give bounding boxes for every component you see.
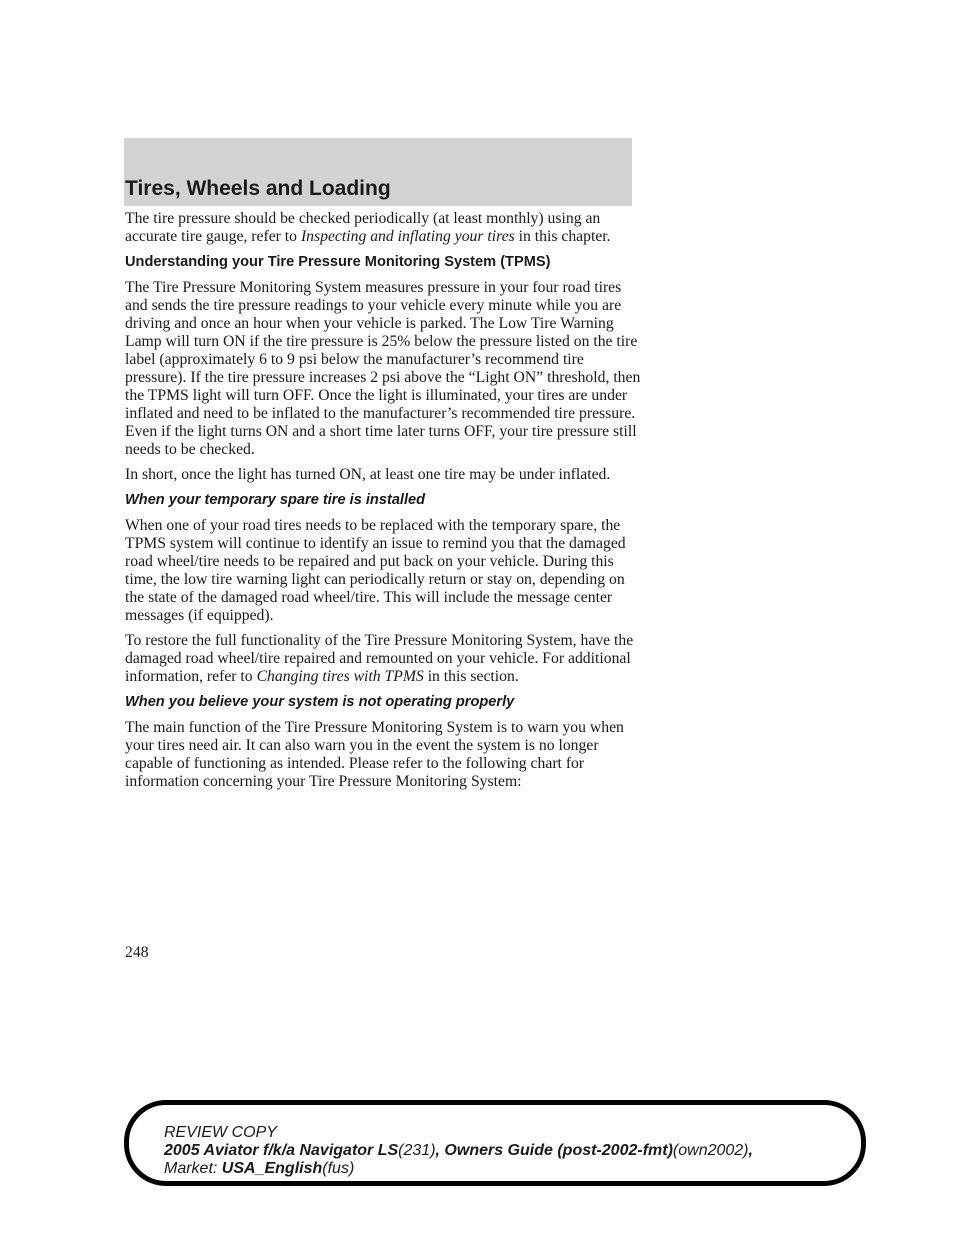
footer-separator: , — [435, 1142, 445, 1159]
heading-not-operating-properly: When you believe your system is not operating properly — [125, 694, 515, 710]
page-number: 248 — [125, 944, 149, 961]
footer-document-line — [164, 1142, 753, 1160]
paragraph-check-pressure — [125, 210, 645, 246]
paragraph-in-short: In short, once the light has turned ON, at least one tire may be under inflated. — [125, 466, 611, 483]
footer-guide: Owners Guide (post-2002-fmt) — [444, 1142, 673, 1159]
cross-reference-changing-tires: Changing tires with TPMS — [256, 668, 424, 685]
paragraph-restore-functionality — [125, 632, 645, 686]
footer-market-line — [164, 1160, 753, 1178]
footer-model: 2005 Aviator f/k/a Navigator LS — [164, 1142, 399, 1159]
footer-market: USA_English — [221, 1160, 323, 1177]
section-title: Tires, Wheels and Loading — [125, 177, 391, 200]
footer-market-label: Market: — [164, 1160, 222, 1177]
heading-temporary-spare: When your temporary spare tire is installed — [125, 492, 426, 508]
footer-guide-code: (own2002) — [672, 1142, 749, 1159]
paragraph-temporary-spare: When one of your road tires needs to be replaced with the temporary spare, the TPMS system will continue to identify an issue to remind you that the damaged road wheel/tire needs to be repaired and put back on your vehicle. During this time, the low tire warning light can periodically return or stay on, depending on the state of the damaged road wheel/tire. This will include the message center messages (if equipped). — [125, 517, 626, 624]
heading-understanding-tpms: Understanding your Tire Pressure Monitoring System (TPMS) — [125, 254, 551, 270]
paragraph-text: in this section. — [423, 668, 519, 685]
paragraph-text: The tire pressure should be checked periodically (at least monthly) using an accurate tire gauge, refer to — [125, 210, 601, 245]
paragraph-main-function: The main function of the Tire Pressure Monitoring System is to warn you when your tires need air. It can also warn you in the event the system is no longer capable of functioning as intended. Please refer to the following chart for information concerning your Tire Pressure Monitoring System: — [125, 719, 624, 790]
footer-separator: , — [748, 1142, 753, 1159]
page-content — [125, 210, 645, 798]
paragraph-text: in this chapter. — [514, 228, 611, 245]
footer-review-label: REVIEW COPY — [164, 1124, 277, 1141]
cross-reference-inspecting: Inspecting and inflating your tires — [300, 228, 515, 245]
paragraph-tpms-description: The Tire Pressure Monitoring System measures pressure in your four road tires and sends the tire pressure readings to your vehicle every minute while you are driving and once an hour when your vehicle is parked. The Low Tire Warning Lamp will turn ON if the tire pressure is 25% below the pressure listed on the tire label (approximately 6 to 9 psi below the manufacturer’s recommend tire pressure). If the tire pressure increases 2 psi above the “Light ON” threshold, then the TPMS light will turn OFF. Once the light is illuminated, your tires are under inflated and need to be inflated to the manufacturer’s recommended tire pressure. Even if the light turns ON and a short time later turns OFF, your tire pressure still needs to be checked. — [125, 279, 641, 458]
footer-market-code: (fus) — [322, 1160, 355, 1177]
footer-model-code: (231) — [398, 1142, 436, 1159]
review-copy-footer-text — [164, 1124, 753, 1178]
paragraph-text: To restore the full functionality of the Tire Pressure Monitoring System, have the damaged road wheel/tire repaired and remounted on your vehicle. For additional information, refer to — [125, 632, 634, 685]
